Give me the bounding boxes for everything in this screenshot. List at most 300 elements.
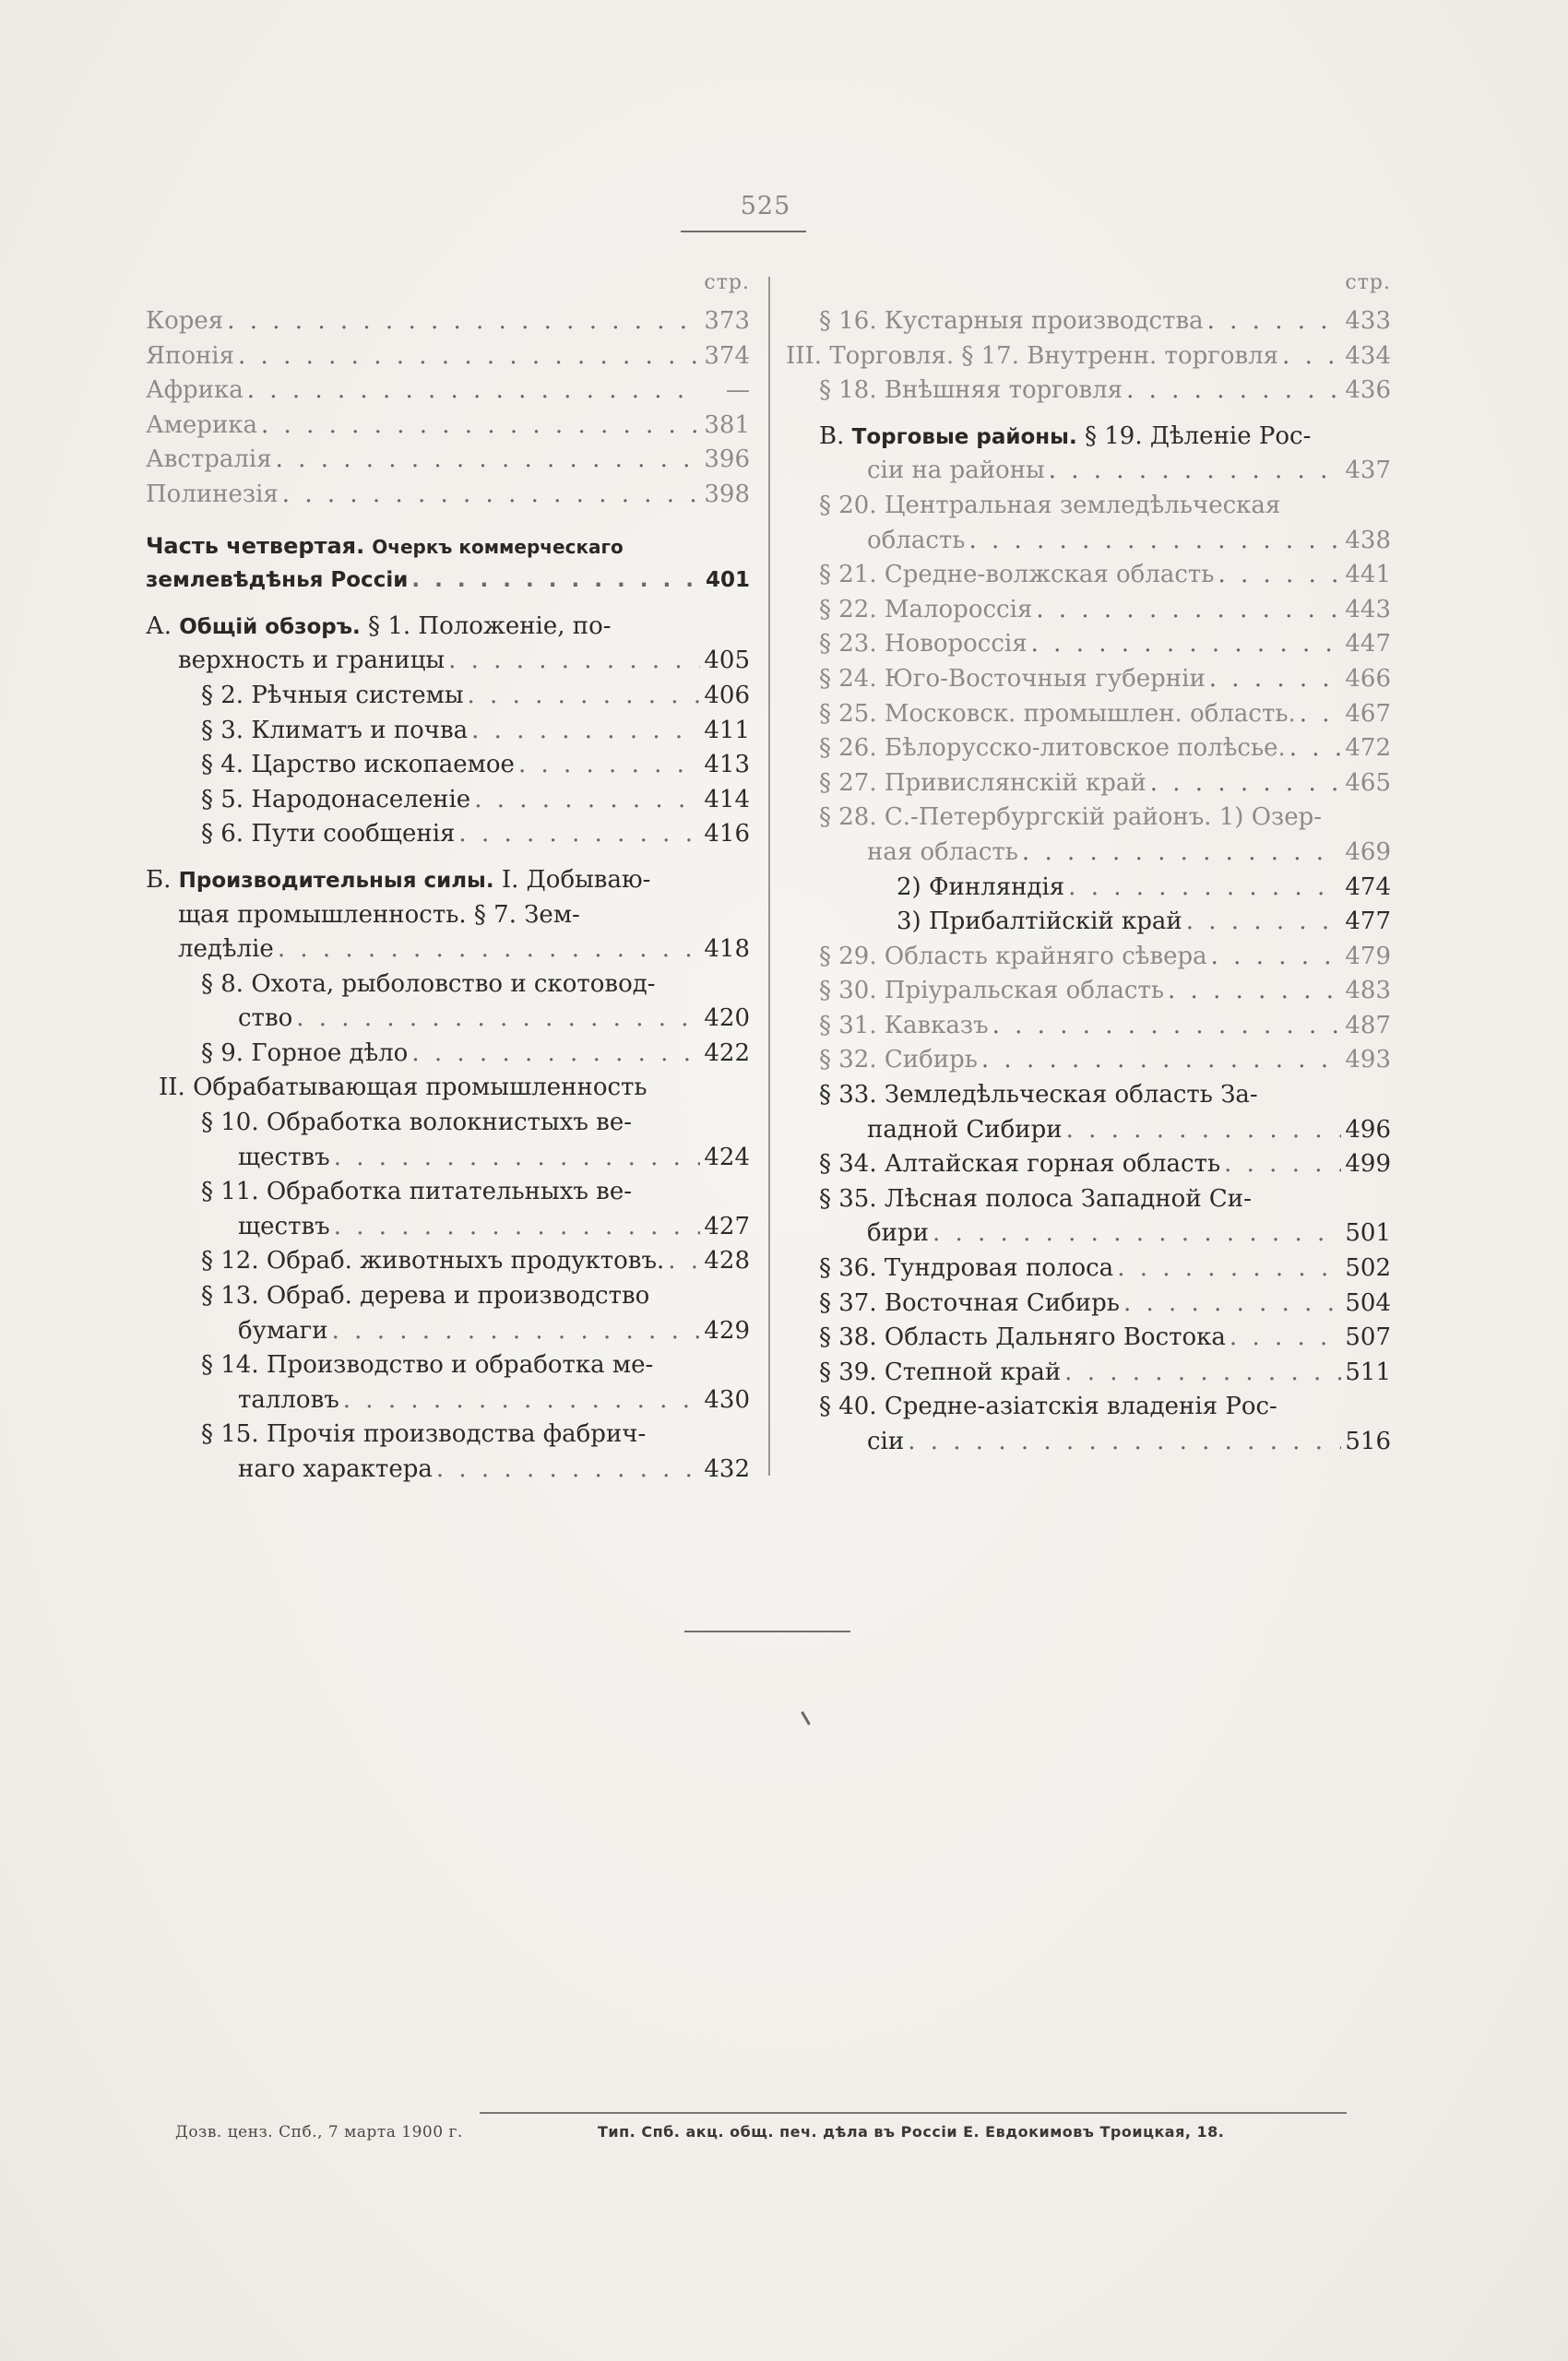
toc-entry-text: [867, 1113, 1063, 1148]
toc-section-marker: §: [819, 1184, 831, 1213]
dot-leader: [1218, 558, 1341, 593]
toc-page-number: 422: [704, 1038, 750, 1067]
toc-entry: [786, 1147, 1391, 1182]
toc-entry-label: 22. Малороссія: [838, 595, 1033, 623]
toc-entry-text: [897, 905, 1182, 940]
toc-entry-label: 2. Рѣчныя системы: [220, 681, 464, 709]
dot-leader: [1150, 766, 1342, 801]
dot-leader: [1068, 871, 1341, 906]
toc-section-marker: §: [201, 820, 213, 848]
toc-entry: [786, 558, 1391, 593]
toc-page-number: 401: [705, 568, 750, 593]
toc-section-marker: §: [201, 681, 213, 709]
toc-entry-text: [201, 1244, 664, 1279]
toc-entry-text: [819, 374, 1123, 409]
dot-leader: [296, 1002, 700, 1037]
toc-entry-label: сіи: [867, 1428, 905, 1455]
toc-entry: [786, 1216, 1391, 1252]
toc-entry-text: [146, 529, 624, 564]
toc-page-number: 465: [1345, 768, 1391, 797]
toc-entry-label: 25. Московск. промышлен. область.: [838, 699, 1296, 728]
dot-leader: [968, 524, 1341, 559]
toc-entry-label: 3. Климатъ и почва: [220, 716, 469, 744]
toc-entry: [146, 863, 750, 898]
toc-entry-text: [201, 1279, 649, 1314]
toc-entry: [146, 1106, 750, 1141]
toc-left-column: [146, 267, 750, 1488]
toc-entry-text: [178, 898, 580, 933]
toc-entry: [786, 836, 1391, 871]
toc-entry: [786, 420, 1391, 455]
toc-section-marker: §: [201, 1282, 213, 1311]
toc-entry-text: [201, 1175, 632, 1210]
toc-page-number: 483: [1345, 977, 1391, 1005]
toc-entry-text: [819, 662, 1206, 697]
toc-entry-label: 11. Обработка питательныхъ ве-: [220, 1178, 632, 1206]
toc-page-number: 414: [704, 785, 750, 813]
toc-page-number: 437: [1345, 457, 1391, 485]
toc-page-number: 434: [1345, 341, 1391, 370]
toc-page-number: 479: [1345, 942, 1391, 970]
toc-entry: [786, 489, 1391, 524]
toc-page-number: —: [726, 376, 750, 405]
toc-entry: [146, 1418, 750, 1453]
footer-rule: [480, 2112, 1347, 2114]
toc-section-marker: §: [819, 1150, 831, 1179]
toc-entry: [786, 940, 1391, 975]
toc-section-marker: §: [201, 1109, 213, 1137]
toc-entry-text: [201, 967, 656, 1003]
toc-page-number: 472: [1345, 734, 1391, 763]
toc-section-marker: §: [819, 1323, 831, 1352]
toc-entry-label: Японія: [146, 341, 235, 370]
toc-section-marker: §: [819, 376, 831, 405]
dot-leader: [334, 1210, 701, 1245]
toc-entry: [146, 409, 750, 444]
toc-entry-label: 15. Прочія производства фабрич-: [220, 1420, 647, 1449]
toc-entry-text: [897, 871, 1064, 906]
toc-page-number: 501: [1345, 1219, 1391, 1248]
toc-entry-label: 35. Лѣсная полоса Западной Си-: [838, 1184, 1252, 1213]
dot-leader: [981, 1043, 1341, 1078]
toc-entry-label: 39. Степной край: [838, 1358, 1062, 1386]
toc-entry-text: [819, 1390, 1277, 1425]
toc-entry: [146, 783, 750, 818]
toc-right-column: [786, 267, 1391, 1460]
toc-entry: [146, 967, 750, 1003]
toc-page-number: 396: [704, 445, 750, 474]
dot-leader: [1209, 662, 1342, 697]
toc-entry: [786, 339, 1391, 374]
toc-page-number: 441: [1345, 561, 1391, 589]
toc-entry-text: [867, 1216, 929, 1252]
dot-leader: [471, 714, 700, 749]
toc-entry-label: 5. Народонаселеніе: [220, 785, 471, 813]
toc-entry-text: [201, 679, 464, 714]
page-column-header: стр.: [1345, 271, 1391, 294]
toc-section-marker: §: [819, 1358, 831, 1386]
toc-section-marker: §: [819, 1011, 831, 1039]
toc-entry-label: 40. Средне-азіатскія владенія Рос-: [838, 1393, 1277, 1421]
toc-section-marker: §: [819, 942, 831, 970]
page-column-header: стр.: [704, 271, 750, 294]
toc-entry-label: 31. Кавказъ: [838, 1011, 989, 1039]
toc-entry: [146, 1383, 750, 1418]
toc-entry: [786, 1425, 1391, 1460]
toc-section-marker: III.: [786, 341, 823, 370]
toc-entry-label: щая промышленность. § 7. Зем-: [178, 900, 580, 929]
toc-entry-text: [178, 644, 445, 679]
dot-leader: [518, 748, 700, 783]
dot-leader: [238, 339, 700, 374]
toc-entry-label: 18. Внѣшняя торговля: [838, 376, 1123, 405]
toc-entry-text: [819, 974, 1164, 1009]
dot-leader: [1289, 731, 1342, 766]
dot-leader: [448, 644, 700, 679]
toc-page-number: 429: [704, 1316, 750, 1345]
toc-entry: [786, 1356, 1391, 1391]
censorship-note: Дозв. ценз. Спб., 7 марта 1900 г.: [175, 2123, 463, 2142]
toc-entry: [146, 932, 750, 967]
toc-page-number: 427: [704, 1212, 750, 1240]
toc-entry-label: 8. Охота, рыболовство и скотовод-: [220, 969, 656, 998]
dot-leader: [276, 443, 701, 478]
toc-entry-text: [146, 443, 272, 478]
toc-entry-text: [201, 817, 455, 852]
toc-entry-label: 38. Область Дальняго Востока: [838, 1323, 1226, 1352]
dot-leader: [668, 1244, 700, 1279]
toc-right-list: [786, 304, 1391, 1460]
toc-section-marker: В.: [819, 421, 845, 450]
toc-entry-text: [146, 339, 234, 374]
toc-entry-text: [819, 697, 1296, 732]
toc-entry-label: 24. Юго-Восточныя губерніи: [838, 664, 1206, 693]
toc-entry-label: верхность и границы: [178, 647, 445, 675]
toc-entry: [786, 304, 1391, 339]
toc-entry: [146, 644, 750, 679]
toc-entry-text: [201, 714, 468, 749]
dot-leader: [1186, 905, 1342, 940]
dot-leader: [1123, 1287, 1341, 1322]
toc-section-marker: §: [819, 1254, 831, 1283]
toc-entry-label: Африка: [146, 376, 244, 405]
toc-entry-text: [819, 1356, 1061, 1391]
toc-entry-label: 13. Обраб. дерева и производство: [220, 1282, 650, 1311]
toc-entry-label: область: [867, 526, 966, 554]
toc-entry-text: [146, 564, 408, 599]
toc-section-marker: §: [201, 1038, 213, 1067]
toc-entry-text: [867, 454, 1045, 489]
toc-entry: [786, 524, 1391, 559]
toc-entry: [146, 1348, 750, 1383]
toc-entry-text: [159, 1071, 647, 1106]
toc-page-number: 469: [1345, 837, 1391, 866]
toc-entry-label: Производительныя силы. I. Добываю-: [178, 865, 651, 894]
dot-leader: [992, 1009, 1342, 1044]
toc-page-number: 466: [1345, 664, 1391, 693]
toc-section-marker: §: [819, 768, 831, 797]
toc-page-number: 406: [704, 681, 750, 709]
toc-entry-label: 3) Прибалтійскій край: [897, 908, 1182, 936]
toc-page-number: 428: [704, 1247, 750, 1275]
toc-entry-text: [819, 304, 1204, 339]
toc-entry-label: 26. Бѣлорусско-литовское полѣсье.: [838, 734, 1286, 763]
toc-page-number: 438: [1345, 526, 1391, 554]
toc-page-number: 374: [704, 341, 750, 370]
toc-entry-text: [201, 1106, 632, 1141]
end-rule: [684, 1631, 850, 1632]
toc-page-number: 487: [1345, 1011, 1391, 1039]
toc-page-number: 474: [1345, 872, 1391, 901]
dot-leader: [474, 783, 700, 818]
toc-page-number: 496: [1345, 1115, 1391, 1144]
toc-entry-label: падной Сибири: [867, 1115, 1063, 1144]
toc-entry-label: 27. Привислянскій край: [838, 768, 1146, 797]
toc-page-number: 467: [1345, 699, 1391, 728]
toc-entry: [786, 662, 1391, 697]
toc-entry: [146, 610, 750, 645]
toc-entry: [786, 627, 1391, 662]
toc-section-marker: §: [201, 1351, 213, 1380]
toc-page-number: 424: [704, 1143, 750, 1171]
toc-entry-label: Очеркъ коммерческаго: [372, 535, 624, 558]
toc-section-marker: §: [819, 307, 831, 335]
toc-entry-text: [201, 1348, 653, 1383]
toc-entry-label: 6. Пути сообщенія: [220, 820, 456, 848]
toc-entry: [786, 801, 1391, 836]
toc-section-marker: §: [201, 1178, 213, 1206]
toc-entry: [786, 374, 1391, 409]
toc-entry-label: 16. Кустарныя производства: [838, 307, 1204, 335]
toc-page-number: 436: [1345, 376, 1391, 405]
toc-section-marker: §: [819, 977, 831, 1005]
toc-entry: [146, 529, 750, 564]
toc-page-number: 398: [704, 480, 750, 508]
toc-entry-text: [819, 1078, 1258, 1113]
toc-entry-label: 34. Алтайская горная область: [838, 1150, 1221, 1179]
toc-entry-text: [819, 1321, 1226, 1356]
toc-entry: [146, 748, 750, 783]
toc-section-marker: §: [819, 561, 831, 589]
toc-entry: [146, 1037, 750, 1072]
dot-leader: [282, 478, 701, 513]
toc-entry-label: Америка: [146, 410, 258, 439]
toc-entry-label: бири: [867, 1219, 929, 1248]
toc-entry-label: 14. Производство и обработка ме-: [220, 1351, 654, 1380]
toc-section-marker: А.: [146, 611, 172, 640]
page-number: 525: [740, 192, 791, 220]
toc-entry-label: Обрабатывающая промышленность: [193, 1074, 647, 1102]
dot-leader: [247, 374, 702, 409]
toc-entry-text: [146, 374, 244, 409]
toc-section-marker: §: [201, 751, 213, 779]
dot-leader: [1229, 1321, 1341, 1356]
toc-entry-text: [238, 1141, 330, 1176]
toc-entry-text: [819, 731, 1286, 766]
column-divider: [768, 277, 770, 1476]
toc-entry-label: бумаги: [238, 1316, 328, 1345]
toc-entry-label: ществъ: [238, 1143, 330, 1171]
toc-entry-text: [178, 932, 274, 967]
dot-leader: [468, 679, 701, 714]
toc-entry: [786, 697, 1391, 732]
toc-entry: [786, 454, 1391, 489]
toc-entry-label: 29. Область крайняго сѣвера: [838, 942, 1207, 970]
dot-leader: [1022, 836, 1341, 871]
toc-entry-label: 21. Средне-волжская область: [838, 561, 1215, 589]
toc-entry-text: [867, 1425, 904, 1460]
toc-entry: [786, 593, 1391, 628]
toc-entry: [146, 1244, 750, 1279]
toc-page-number: 411: [704, 716, 750, 744]
toc-section-marker: §: [819, 1288, 831, 1317]
toc-entry: [146, 1279, 750, 1314]
toc-entry: [786, 1252, 1391, 1287]
toc-entry: [146, 817, 750, 852]
toc-entry: [146, 1314, 750, 1349]
toc-section-marker: §: [819, 595, 831, 623]
toc-entry-text: [819, 420, 1311, 455]
toc-entry-label: 32. Сибирь: [838, 1046, 978, 1074]
toc-entry-text: [819, 627, 1028, 662]
toc-entry: [786, 1321, 1391, 1356]
toc-entry-text: [819, 1287, 1120, 1322]
toc-page-number: 443: [1345, 595, 1391, 623]
toc-entry-text: [819, 1147, 1220, 1182]
toc-entry-label: ная область: [867, 837, 1018, 866]
toc-entry-text: [819, 489, 1280, 524]
toc-entry: [786, 1043, 1391, 1078]
toc-page-number: 499: [1345, 1150, 1391, 1179]
dot-leader: [334, 1141, 701, 1176]
toc-entry-label: ществъ: [238, 1212, 330, 1240]
toc-entry: [146, 1175, 750, 1210]
toc-section-marker: §: [819, 491, 831, 519]
toc-section-marker: Б.: [146, 865, 172, 894]
toc-section-marker: §: [819, 664, 831, 693]
toc-entry: [146, 1210, 750, 1245]
toc-entry: [146, 714, 750, 749]
toc-entry-label: сіи на районы: [867, 457, 1045, 485]
toc-entry-label: 33. Земледѣльческая область За-: [838, 1081, 1258, 1109]
toc-page-number: 373: [704, 307, 750, 335]
toc-entry: [146, 1002, 750, 1037]
toc-entry-text: [819, 1009, 989, 1044]
dot-leader: [1282, 339, 1341, 374]
toc-entry: [786, 1009, 1391, 1044]
toc-section-marker: §: [819, 630, 831, 658]
dot-leader: [1049, 454, 1342, 489]
toc-page-number: 493: [1345, 1046, 1391, 1074]
ink-speck: [801, 1711, 811, 1725]
dot-leader: [1064, 1356, 1341, 1391]
toc-entry-text: [146, 304, 223, 339]
dot-leader: [1126, 374, 1341, 409]
toc-entry-label: 10. Обработка волокнистыхъ ве-: [220, 1109, 632, 1137]
toc-entry-text: [819, 940, 1207, 975]
toc-entry-text: [238, 1383, 339, 1418]
dot-leader: [261, 409, 700, 444]
toc-section-marker: §: [819, 1081, 831, 1109]
toc-entry-text: [867, 836, 1018, 871]
toc-section-marker: §: [201, 716, 213, 744]
dot-leader: [278, 932, 701, 967]
dot-leader: [343, 1383, 701, 1418]
toc-entry-label: Торговые районы. § 19. Дѣленіе Рос-: [851, 421, 1312, 450]
toc-page-number: 447: [1345, 630, 1391, 658]
toc-entry-text: [819, 558, 1214, 593]
toc-entry: [146, 564, 750, 599]
toc-entry-text: [819, 1182, 1252, 1217]
dot-leader: [411, 1037, 700, 1072]
dot-leader: [1168, 974, 1341, 1009]
toc-entry: [146, 374, 750, 409]
toc-page-number: 477: [1345, 908, 1391, 936]
toc-section-marker: §: [201, 1247, 213, 1275]
toc-entry-text: [146, 478, 279, 513]
toc-entry-text: [786, 339, 1278, 374]
toc-entry: [786, 1113, 1391, 1148]
dot-leader: [227, 304, 700, 339]
toc-page-number: 507: [1345, 1323, 1391, 1352]
toc-entry-text: [201, 783, 470, 818]
toc-page-number: 504: [1345, 1288, 1391, 1317]
toc-entry-label: талловъ: [238, 1385, 339, 1414]
toc-entry-label: 30. Пріуральская область: [838, 977, 1165, 1005]
toc-entry: [786, 871, 1391, 906]
toc-entry-label: 36. Тундровая полоса: [838, 1254, 1114, 1283]
toc-section-marker: §: [201, 969, 213, 998]
toc-entry: [786, 905, 1391, 940]
toc-section-marker: §: [819, 699, 831, 728]
dot-leader: [1066, 1113, 1342, 1148]
toc-entry-label: 12. Обраб. животныхъ продуктовъ.: [220, 1247, 665, 1275]
toc-entry: [786, 766, 1391, 801]
toc-entry-label: наго характера: [238, 1455, 433, 1483]
toc-page-number: 432: [704, 1455, 750, 1483]
toc-entry-label: 20. Центральная земледѣльческая: [838, 491, 1281, 519]
toc-section-marker: §: [819, 1393, 831, 1421]
toc-section-marker: §: [819, 734, 831, 763]
toc-entry: [786, 731, 1391, 766]
toc-section-marker: Часть четвертая.: [146, 532, 365, 559]
toc-entry-label: ледѣліе: [178, 935, 274, 964]
toc-entry-text: [146, 409, 257, 444]
toc-entry: [786, 1078, 1391, 1113]
toc-entry-label: Австралія: [146, 445, 272, 474]
toc-entry-label: 28. С.-Петербургскій районъ. 1) Озер-: [838, 803, 1323, 832]
toc-entry: [786, 1182, 1391, 1217]
toc-page-number: 516: [1345, 1428, 1391, 1455]
dot-leader: [932, 1216, 1341, 1252]
toc-entry: [146, 304, 750, 339]
toc-entry-text: [238, 1002, 292, 1037]
toc-entry: [146, 1071, 750, 1106]
toc-entry: [786, 1390, 1391, 1425]
dot-leader: [436, 1453, 701, 1488]
dot-leader: [1300, 697, 1342, 732]
toc-entry-text: [819, 1252, 1113, 1287]
toc-entry-label: Корея: [146, 307, 224, 335]
dot-leader: [1031, 627, 1342, 662]
toc-page-number: 420: [704, 1004, 750, 1033]
toc-entry-text: [146, 863, 650, 898]
dot-leader: [411, 564, 702, 599]
toc-entry-text: [201, 748, 515, 783]
toc-entry-label: 4. Царство ископаемое: [220, 751, 515, 779]
toc-left-list: [146, 304, 750, 1488]
toc-section-marker: §: [201, 785, 213, 813]
